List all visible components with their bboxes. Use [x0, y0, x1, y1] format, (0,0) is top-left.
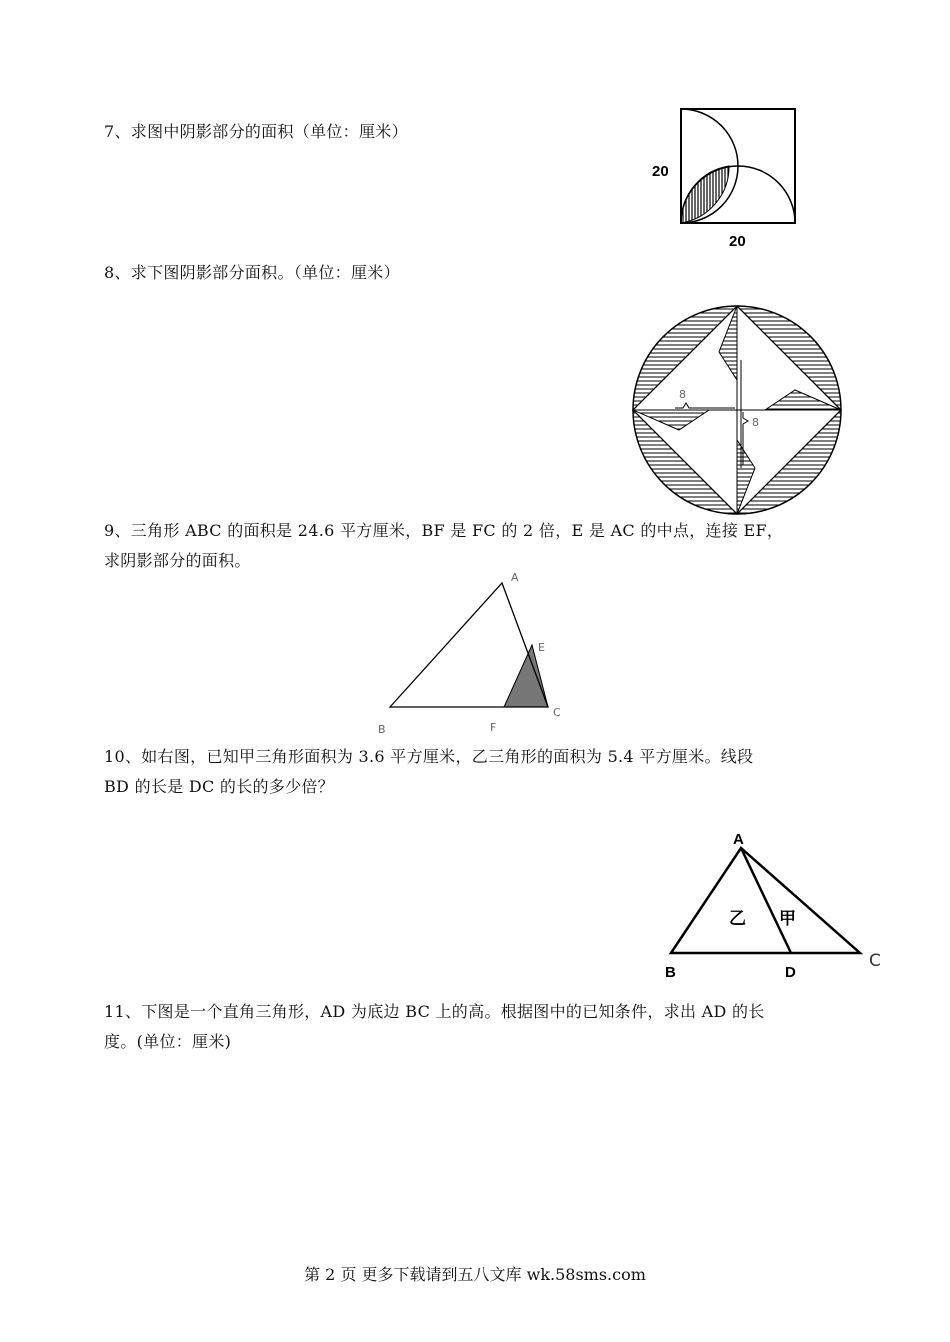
question-10: [104, 742, 753, 802]
question-11-line-1: 11、下图是一个直角三角形，AD 为底边 BC 上的高。根据图中的已知条件，求出 AD 的长: [104, 1002, 765, 1021]
figure-10-label-jia: 甲: [779, 909, 796, 929]
figure-9-label-e: E: [538, 641, 545, 654]
question-11-line-2: 度。(单位：厘米): [104, 1032, 232, 1051]
figure-7-label-left: 20: [652, 163, 669, 180]
figure-8-brace-horizontal: [675, 403, 735, 408]
figure-10-label-a: A: [733, 831, 744, 848]
figure-9-label-c: C: [553, 706, 561, 719]
figure-8-label-right: 8: [752, 416, 759, 429]
figure-10-label-d: D: [785, 964, 796, 981]
question-8: [104, 258, 400, 288]
figure-10: [655, 820, 895, 985]
figure-7-label-bottom: 20: [729, 233, 746, 250]
figure-9-label-f: F: [490, 721, 497, 734]
figure-9-label-b: B: [378, 723, 386, 736]
question-11: [104, 997, 765, 1057]
question-9-line-1: 9、三角形 ABC 的面积是 24.6 平方厘米，BF 是 FC 的 2 倍，E 是 AC 的中点，连接 EF，: [104, 521, 784, 540]
figure-7: [640, 100, 810, 255]
question-7: [104, 117, 408, 147]
figure-10-label-yi: 乙: [729, 909, 746, 929]
page-footer: 第 2 页 更多下载请到五八文库 wk.58sms.com: [304, 1265, 646, 1284]
figure-10-segment-ad: [741, 848, 791, 953]
question-7-line-1: 7、求图中阴影部分的面积（单位：厘米）: [104, 122, 408, 141]
question-10-line-2: BD 的长是 DC 的长的多少倍？: [104, 777, 335, 796]
figure-8-label-left: 8: [679, 388, 686, 401]
figure-9-shaded-triangle: [504, 645, 548, 707]
figure-9: [370, 565, 580, 745]
question-8-line-1: 8、求下图阴影部分面积。（单位：厘米）: [104, 263, 400, 282]
figure-9-label-a: A: [511, 571, 519, 584]
question-9-line-2: 求阴影部分的面积。: [104, 551, 251, 570]
figure-10-label-b: B: [665, 964, 676, 981]
figure-10-label-c: C: [869, 951, 881, 971]
question-10-line-1: 10、如右图，已知甲三角形面积为 3.6 平方厘米，乙三角形的面积为 5.4 平方厘米。线段: [104, 747, 754, 766]
figure-8: [625, 300, 850, 518]
